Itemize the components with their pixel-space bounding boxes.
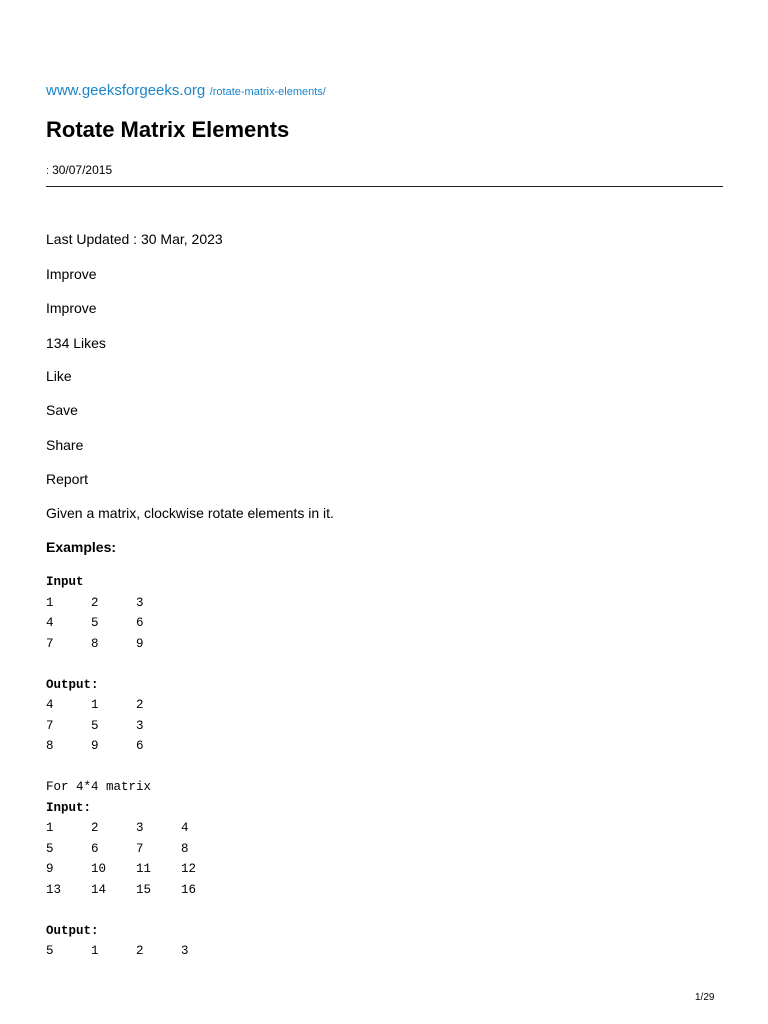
url-path-link[interactable]: /rotate-matrix-elements/	[209, 86, 326, 98]
like-button[interactable]: Like	[46, 368, 72, 384]
code-line	[46, 757, 196, 778]
code-line: 4 1 2	[46, 698, 144, 712]
report-button[interactable]: Report	[46, 471, 89, 487]
code-heading-line: Input:	[46, 800, 92, 815]
code-line: 4 5 6	[46, 616, 144, 630]
code-heading-line: Output:	[46, 677, 99, 692]
code-heading-line: Input	[46, 575, 84, 589]
code-heading-line: Output:	[46, 923, 99, 938]
code-line: 5 6 7 8	[46, 841, 189, 856]
code-line	[46, 900, 196, 921]
problem-description: Given a matrix, clockwise rotate elements in it.	[46, 505, 334, 521]
code-line	[46, 654, 196, 675]
code-line: 1 2 3 4	[46, 821, 189, 835]
share-button[interactable]: Share	[46, 437, 84, 453]
url-domain-link[interactable]: www.geeksforgeeks.org	[46, 82, 206, 99]
page-title: Rotate Matrix Elements	[46, 117, 290, 142]
code-line: 9 10 11 12	[46, 862, 197, 876]
example-code-block	[46, 572, 196, 962]
publish-date: 30/07/2015	[52, 163, 113, 177]
code-line: For 4*4 matrix	[46, 780, 152, 794]
publish-date-line	[46, 163, 112, 177]
code-line: 7 8 9	[46, 636, 144, 651]
date-marker: :	[46, 165, 50, 177]
code-line: 5 1 2 3	[46, 944, 189, 958]
page-number: 1/29	[695, 992, 715, 1003]
code-line: 7 5 3	[46, 718, 144, 733]
examples-heading: Examples:	[46, 539, 117, 555]
source-url[interactable]	[46, 82, 326, 100]
save-button[interactable]: Save	[46, 402, 78, 418]
last-updated-text: Last Updated : 30 Mar, 2023	[46, 231, 223, 247]
code-line: 13 14 15 16	[46, 882, 197, 897]
likes-count: 134 Likes	[46, 335, 106, 351]
improve-link-1[interactable]: Improve	[46, 266, 97, 282]
code-line: 8 9 6	[46, 739, 144, 753]
code-line: 1 2 3	[46, 595, 144, 610]
header-divider	[46, 186, 723, 187]
improve-link-2[interactable]: Improve	[46, 300, 97, 316]
